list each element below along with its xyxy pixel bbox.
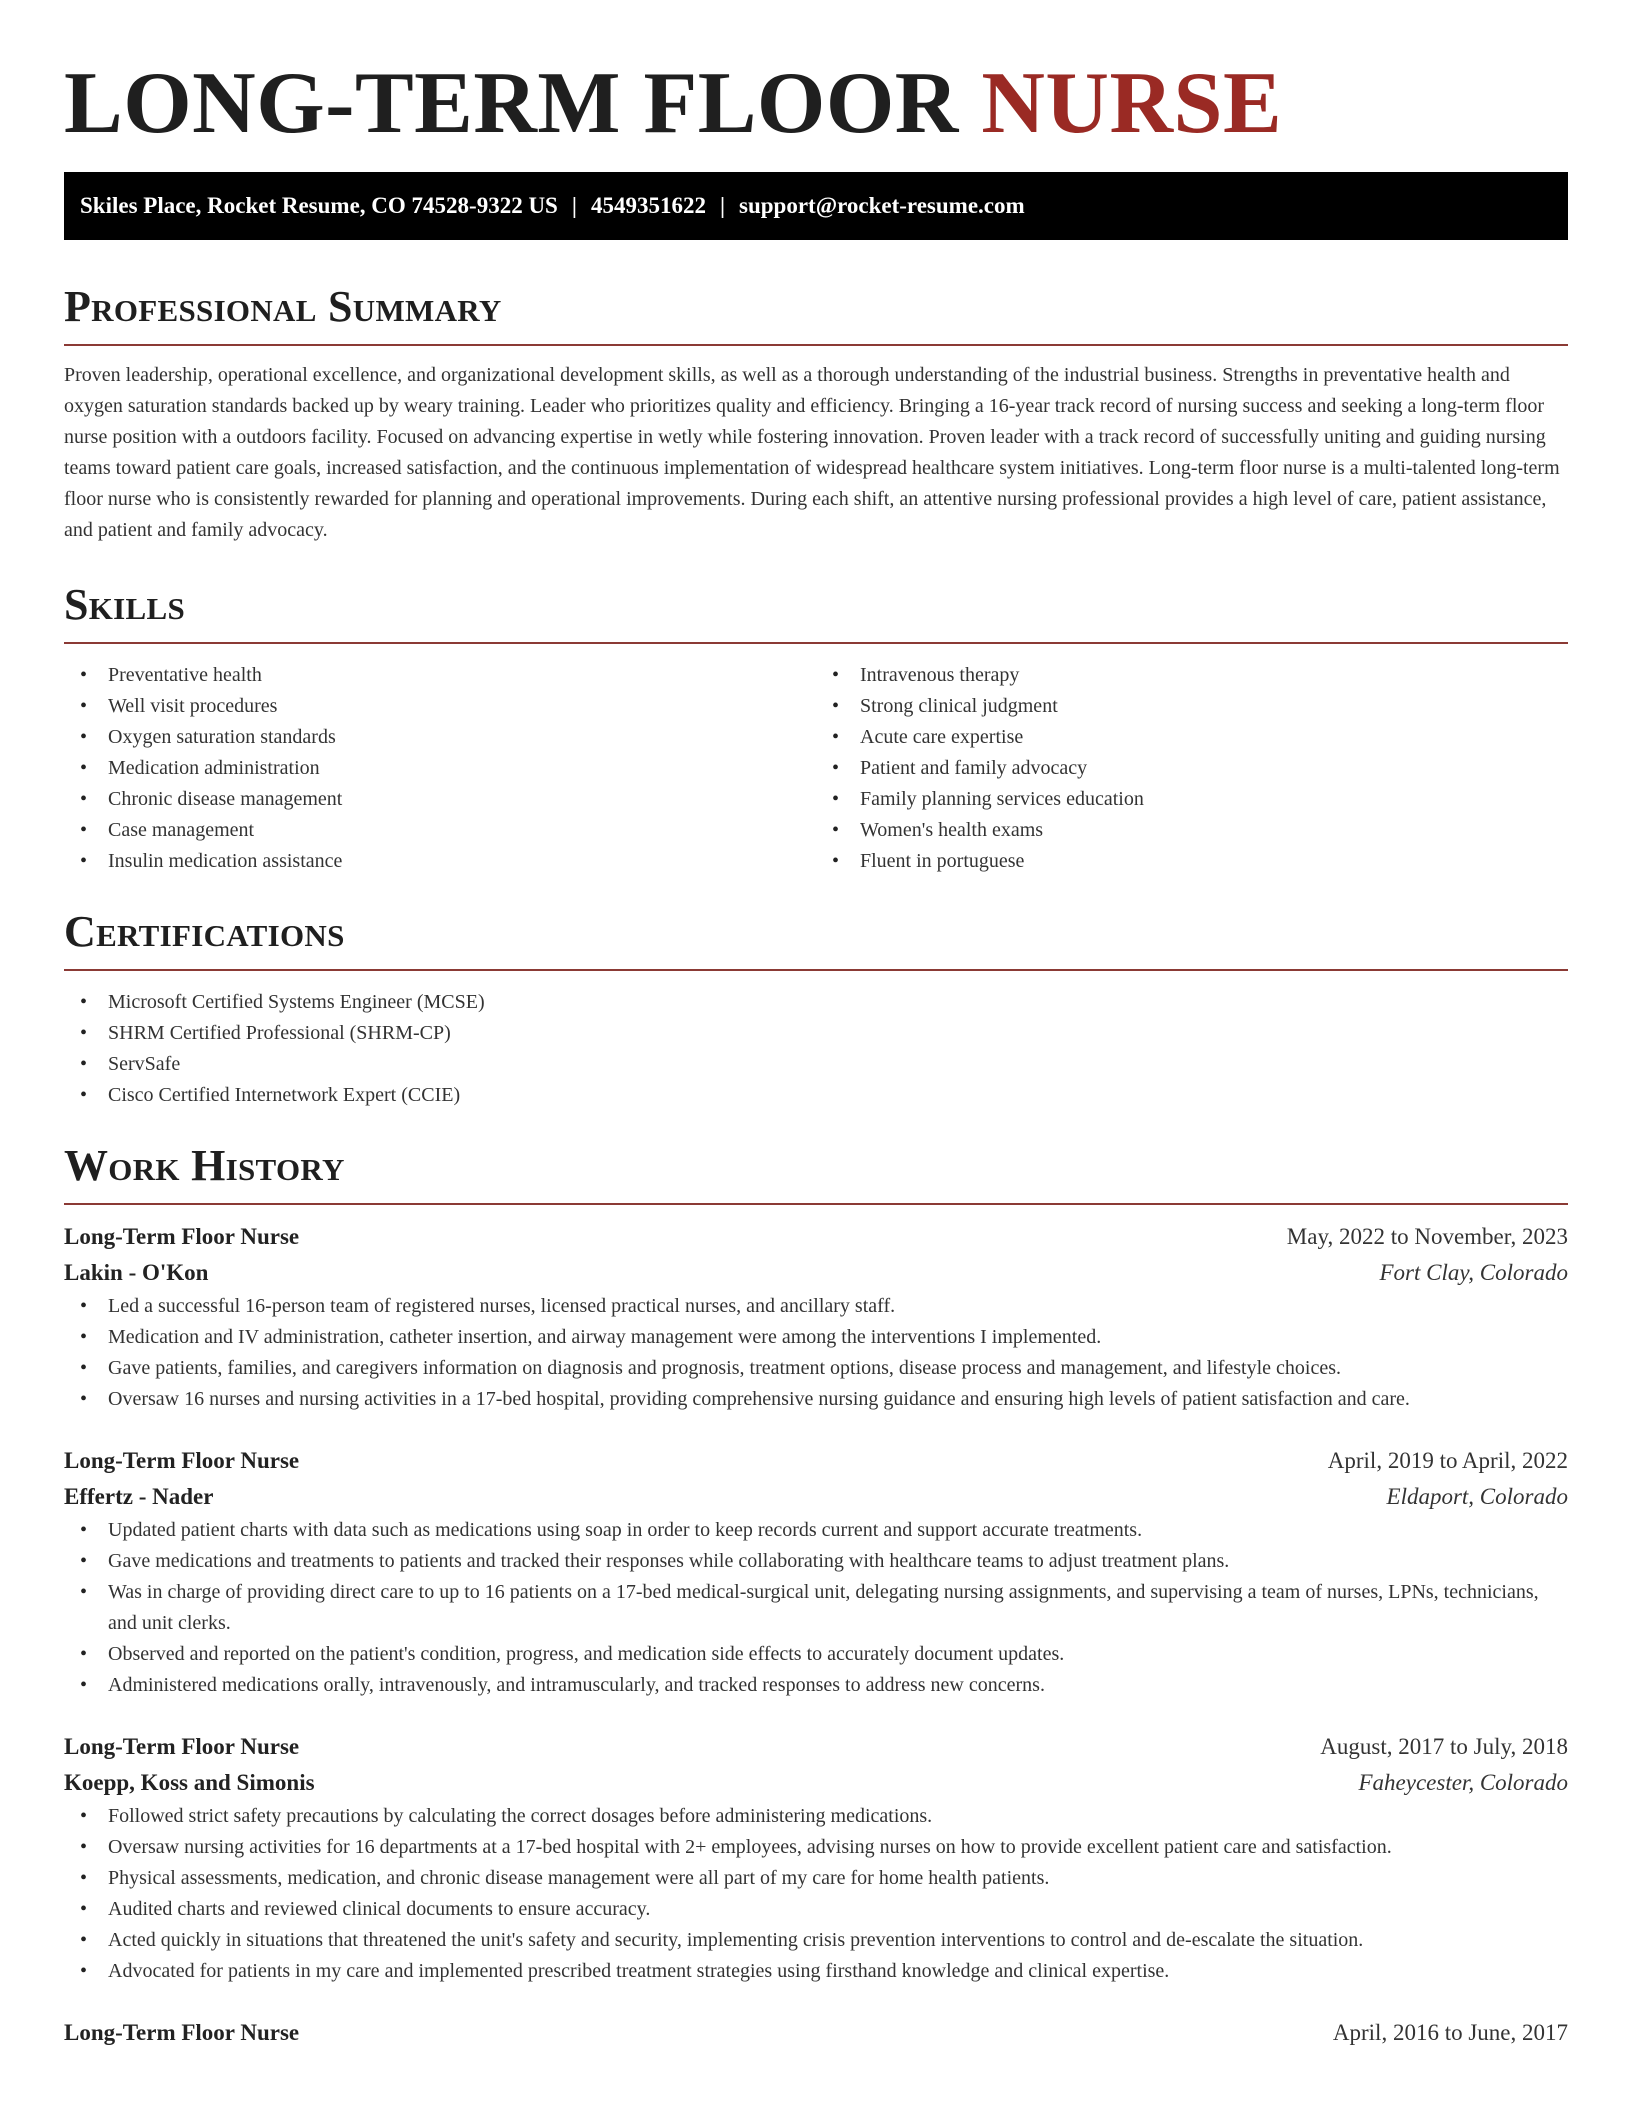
job-header-row xyxy=(64,1729,1568,1765)
skill-item: • Patient and family advocacy xyxy=(816,753,1568,784)
skill-item: • Strong clinical judgment xyxy=(816,691,1568,722)
resume-title xyxy=(64,0,1568,150)
job-bullet: • Medication and IV administration, catheter insertion, and airway management were among the interventions I implemented. xyxy=(64,1322,1568,1353)
contact-bar xyxy=(64,172,1568,240)
skills-heading: Skills xyxy=(64,580,186,629)
job-bullet: • Acted quickly in situations that threatened the unit's safety and security, implementing crisis prevention interventions to control and de-escalate the situation. xyxy=(64,1925,1568,1956)
section-divider xyxy=(64,642,1568,644)
job-bullet: • Audited charts and reviewed clinical documents to ensure accuracy. xyxy=(64,1894,1568,1925)
job-company-row xyxy=(64,1765,1568,1801)
job-entry xyxy=(64,1219,1568,1415)
skills-section xyxy=(64,580,1568,877)
job-bullet-list xyxy=(64,1291,1568,1415)
job-company-row xyxy=(64,1479,1568,1515)
job-entry xyxy=(64,1729,1568,1987)
skill-item: • Oxygen saturation standards xyxy=(64,722,816,753)
certifications-heading: Certifications xyxy=(64,907,345,956)
job-location: Eldaport, Colorado xyxy=(1386,1484,1568,1509)
job-title: Long-Term Floor Nurse xyxy=(64,2020,300,2045)
certifications-list xyxy=(64,987,1568,1111)
job-dates: April, 2019 to April, 2022 xyxy=(1327,1448,1568,1473)
skill-item: • Medication administration xyxy=(64,753,816,784)
job-bullet-list xyxy=(64,1515,1568,1701)
skill-item: • Preventative health xyxy=(64,660,816,691)
skills-list-left xyxy=(64,660,816,877)
certification-item: • SHRM Certified Professional (SHRM-CP) xyxy=(64,1018,1568,1049)
job-bullet: • Administered medications orally, intravenously, and intramuscularly, and tracked responses to address new concerns. xyxy=(64,1670,1568,1701)
certifications-section xyxy=(64,907,1568,1111)
job-bullet: • Physical assessments, medication, and chronic disease management were all part of my care for home health patients. xyxy=(64,1863,1568,1894)
job-location: Faheycester, Colorado xyxy=(1358,1770,1568,1795)
skill-item: • Fluent in portuguese xyxy=(816,846,1568,877)
job-bullet: • Was in charge of providing direct care to up to 16 patients on a 17-bed medical-surgical unit, delegating nursing assignments, and supervising a team of nurses, LPNs, technicians, and unit clerks. xyxy=(64,1577,1568,1639)
skill-item: • Acute care expertise xyxy=(816,722,1568,753)
job-header-row xyxy=(64,2015,1568,2051)
job-company: Effertz - Nader xyxy=(64,1484,214,1509)
job-title: Long-Term Floor Nurse xyxy=(64,1448,300,1473)
job-company-row xyxy=(64,1255,1568,1291)
job-bullet-list xyxy=(64,1801,1568,1987)
skill-item: • Intravenous therapy xyxy=(816,660,1568,691)
certification-item: • Microsoft Certified Systems Engineer (MCSE) xyxy=(64,987,1568,1018)
contact-phone: 4549351622 xyxy=(590,193,706,218)
job-entry xyxy=(64,1443,1568,1701)
certification-item: • ServSafe xyxy=(64,1049,1568,1080)
work-history-heading: Work History xyxy=(64,1141,345,1190)
certification-item: • Cisco Certified Internetwork Expert (CCIE) xyxy=(64,1080,1568,1111)
summary-heading: Professional Summary xyxy=(64,282,502,331)
job-bullet: • Followed strict safety precautions by calculating the correct dosages before administering medications. xyxy=(64,1801,1568,1832)
job-header-row xyxy=(64,1443,1568,1479)
title-main: LONG-TERM FLOOR xyxy=(64,55,959,152)
skill-item: • Chronic disease management xyxy=(64,784,816,815)
job-bullet: • Updated patient charts with data such as medications using soap in order to keep records current and support accurate treatments. xyxy=(64,1515,1568,1546)
skills-list-right xyxy=(816,660,1568,877)
job-bullet: • Gave medications and treatments to patients and tracked their responses while collaborating with healthcare teams to adjust treatment plans. xyxy=(64,1546,1568,1577)
skill-item: • Family planning services education xyxy=(816,784,1568,815)
job-dates: April, 2016 to June, 2017 xyxy=(1332,2020,1568,2045)
summary-text: Proven leadership, operational excellence, and organizational development skills, as well as a thorough understanding of the industrial business. Strengths in preventative health and oxygen saturation standards backed up by weary training. Leader who prioritizes quality and efficiency. Bringing a 16-year track record of nursing success and seeking a long-term floor nurse position with a outdoors facility. Focused on advancing expertise in wetly while fostering innovation. Proven leader with a track record of successfully uniting and guiding nursing teams toward patient care goals, increased satisfaction, and the continuous implementation of widespread healthcare system initiatives. Long-term floor nurse is a multi-talented long-term floor nurse who is consistently rewarded for planning and operational improvements. During each shift, an attentive nursing professional provides a high level of care, patient assistance, and patient and family advocacy. xyxy=(64,364,1560,541)
job-bullet: • Oversaw nursing activities for 16 departments at a 17-bed hospital with 2+ employees, advising nurses on how to provide excellent patient care and satisfaction. xyxy=(64,1832,1568,1863)
section-divider xyxy=(64,969,1568,971)
title-accent: NURSE xyxy=(981,55,1283,152)
job-entry xyxy=(64,2015,1568,2051)
work-history-section xyxy=(64,1141,1568,2051)
skill-item: • Well visit procedures xyxy=(64,691,816,722)
skills-grid xyxy=(64,660,1568,877)
job-dates: August, 2017 to July, 2018 xyxy=(1320,1734,1568,1759)
job-title: Long-Term Floor Nurse xyxy=(64,1734,300,1759)
skill-item: • Women's health exams xyxy=(816,815,1568,846)
contact-address: Skiles Place, Rocket Resume, CO 74528-9322 US xyxy=(80,193,558,218)
job-bullet: • Led a successful 16-person team of registered nurses, licensed practical nurses, and ancillary staff. xyxy=(64,1291,1568,1322)
job-company: Lakin - O'Kon xyxy=(64,1260,209,1285)
job-location: Fort Clay, Colorado xyxy=(1379,1260,1568,1285)
job-dates: May, 2022 to November, 2023 xyxy=(1286,1224,1568,1249)
job-bullet: • Observed and reported on the patient's condition, progress, and medication side effects to accurately document updates. xyxy=(64,1639,1568,1670)
contact-separator: | xyxy=(571,193,577,218)
job-bullet: • Gave patients, families, and caregivers information on diagnosis and prognosis, treatment options, disease process and management, and lifestyle choices. xyxy=(64,1353,1568,1384)
job-bullet: • Advocated for patients in my care and implemented prescribed treatment strategies using firsthand knowledge and clinical expertise. xyxy=(64,1956,1568,1987)
section-divider xyxy=(64,344,1568,346)
summary-section xyxy=(64,282,1568,546)
section-divider xyxy=(64,1203,1568,1205)
job-bullet: • Oversaw 16 nurses and nursing activities in a 17-bed hospital, providing comprehensive nursing guidance and ensuring high levels of patient satisfaction and care. xyxy=(64,1384,1568,1415)
skill-item: • Insulin medication assistance xyxy=(64,846,816,877)
job-header-row xyxy=(64,1219,1568,1255)
contact-email[interactable]: support@rocket-resume.com xyxy=(739,193,1025,218)
job-company: Koepp, Koss and Simonis xyxy=(64,1770,315,1795)
skill-item: • Case management xyxy=(64,815,816,846)
contact-separator: | xyxy=(719,193,726,218)
job-title: Long-Term Floor Nurse xyxy=(64,1224,300,1249)
